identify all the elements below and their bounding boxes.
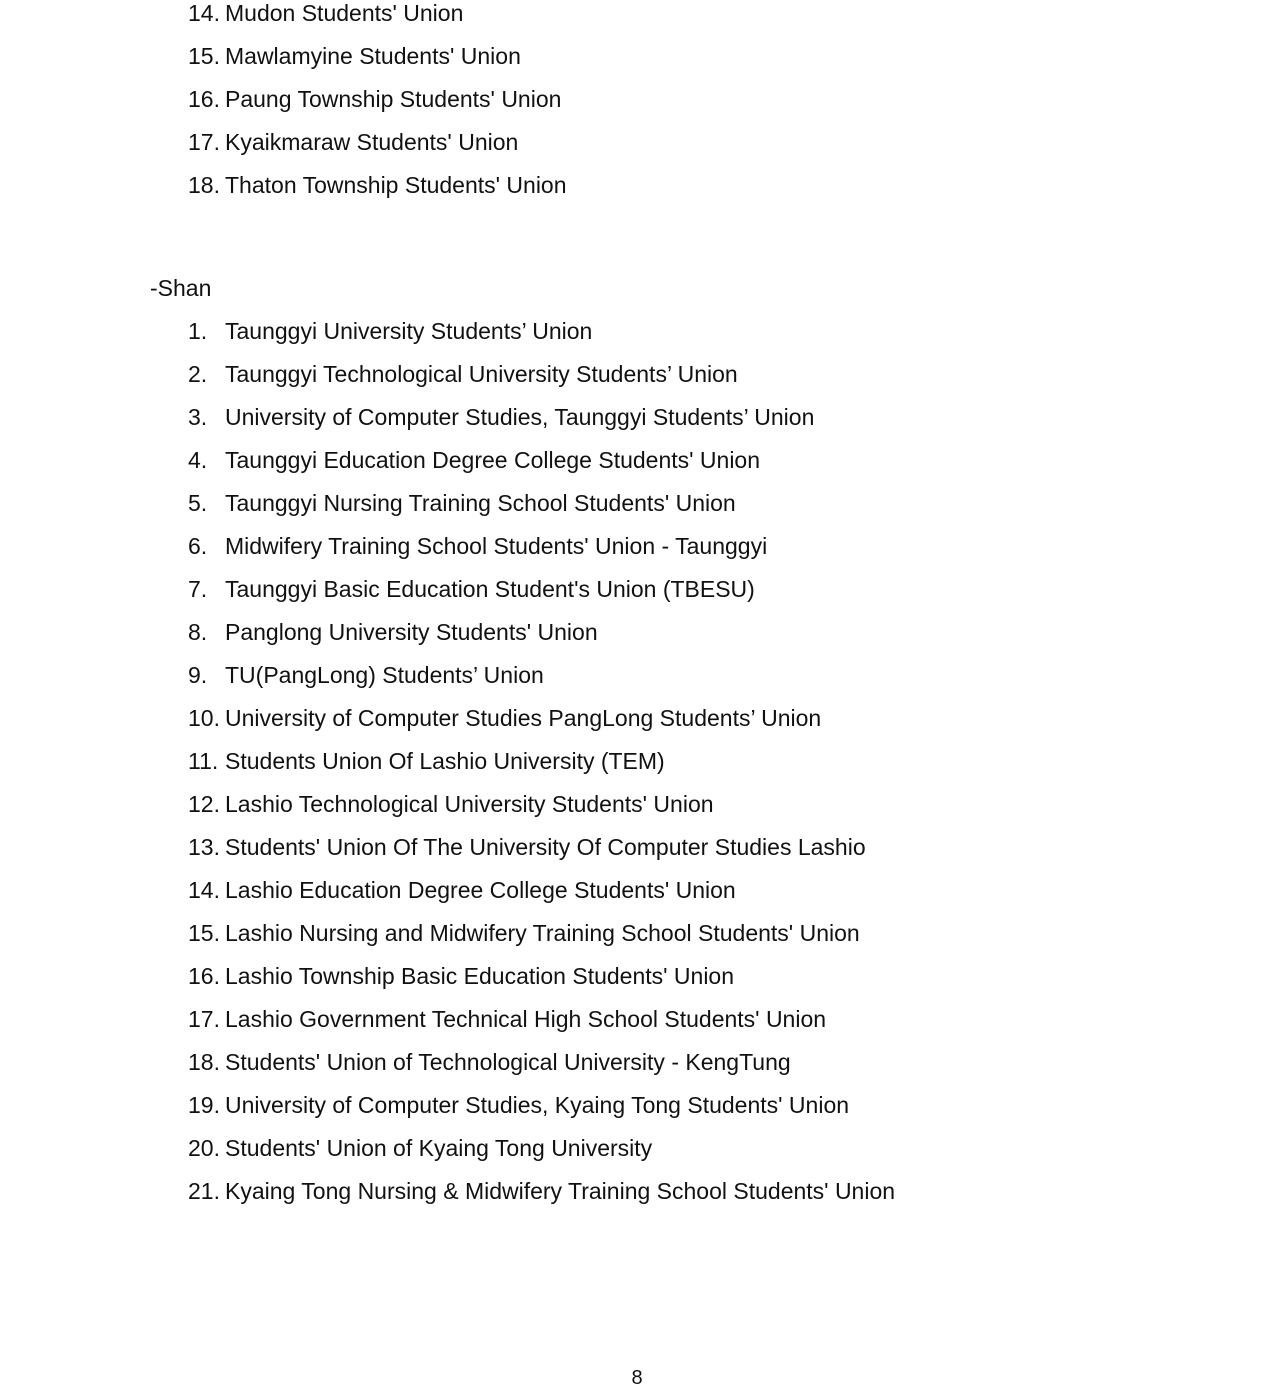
list-item-number: 19. [188,1092,220,1118]
list-item [0,35,1274,78]
section-heading-shan: -Shan [150,275,212,301]
continued-union-list [0,0,1274,207]
list-item-number: 6. [188,533,208,559]
list-item-number: 13. [188,834,220,860]
list-item [0,396,1274,439]
list-item-number: 9. [188,662,208,688]
list-item-text: Panglong University Students' Union [225,619,598,645]
list-item-text: Taunggyi Basic Education Student's Union (TBESU) [225,576,755,602]
list-item-text: Students' Union of Technological University - KengTung [225,1049,791,1075]
list-item-text: University of Computer Studies PangLong Students’ Union [225,705,822,731]
list-item [0,912,1274,955]
list-item-text: Thaton Township Students' Union [225,172,567,198]
list-item [0,998,1274,1041]
list-item-text: Students' Union Of The University Of Computer Studies Lashio [225,834,866,860]
list-item-text: Students' Union of Kyaing Tong University [225,1135,653,1161]
shan-union-list [0,310,1274,1213]
list-item [0,310,1274,353]
list-item-text: Lashio Township Basic Education Students' Union [225,963,735,989]
list-item [0,1127,1274,1170]
list-item [0,78,1274,121]
list-item-number: 18. [188,172,220,198]
list-item [0,164,1274,207]
list-item [0,0,1274,35]
list-item-text: University of Computer Studies, Kyaing Tong Students' Union [225,1092,850,1118]
list-item [0,1041,1274,1084]
list-item-number: 11. [188,748,219,774]
list-item [0,611,1274,654]
list-item [0,740,1274,783]
list-item [0,654,1274,697]
list-item-number: 20. [188,1135,220,1161]
list-item-number: 1. [188,318,208,344]
list-item [0,482,1274,525]
list-item-text: Lashio Nursing and Midwifery Training School Students' Union [225,920,860,946]
list-item [0,525,1274,568]
list-item-number: 17. [188,129,220,155]
list-item [0,955,1274,998]
list-item-text: Kyaikmaraw Students' Union [225,129,519,155]
list-item-number: 17. [188,1006,220,1032]
list-item-number: 2. [188,361,208,387]
list-item-text: Mawlamyine Students' Union [225,43,521,69]
list-item-text: Taunggyi University Students’ Union [225,318,593,344]
list-item-text: Mudon Students' Union [225,0,464,26]
list-item-text: Lashio Government Technical High School Students' Union [225,1006,827,1032]
list-item [0,869,1274,912]
list-item-number: 12. [188,791,220,817]
list-item-number: 14. [188,877,220,903]
list-item-number: 15. [188,920,220,946]
list-item [0,1084,1274,1127]
list-item [0,697,1274,740]
page-number: 8 [631,1367,643,1389]
list-item-number: 16. [188,86,220,112]
list-item-text: Taunggyi Nursing Training School Students' Union [225,490,736,516]
list-item [0,353,1274,396]
list-item-number: 3. [188,404,208,430]
list-item-text: Kyaing Tong Nursing & Midwifery Training School Students' Union [225,1178,896,1204]
list-item-text: Taunggyi Technological University Students’ Union [225,361,738,387]
list-item-text: University of Computer Studies, Taunggyi Students’ Union [225,404,815,430]
list-item-number: 16. [188,963,220,989]
list-item [0,826,1274,869]
list-item-number: 8. [188,619,208,645]
list-item-text: Lashio Technological University Students' Union [225,791,714,817]
list-item-number: 7. [188,576,208,602]
list-item-number: 18. [188,1049,220,1075]
list-item [0,1170,1274,1213]
list-item-text: Lashio Education Degree College Students' Union [225,877,736,903]
list-item-number: 5. [188,490,208,516]
list-item [0,121,1274,164]
list-item-text: Taunggyi Education Degree College Students' Union [225,447,761,473]
list-item [0,783,1274,826]
list-item-text: TU(PangLong) Students’ Union [225,662,544,688]
list-item [0,568,1274,611]
list-item-number: 15. [188,43,220,69]
list-item-text: Paung Township Students' Union [225,86,562,112]
list-item-number: 10. [188,705,220,731]
list-item-number: 21. [188,1178,220,1204]
list-item [0,439,1274,482]
list-item-text: Midwifery Training School Students' Union - Taunggyi [225,533,768,559]
list-item-text: Students Union Of Lashio University (TEM) [225,748,665,774]
list-item-number: 4. [188,447,208,473]
list-item-number: 14. [188,0,220,26]
